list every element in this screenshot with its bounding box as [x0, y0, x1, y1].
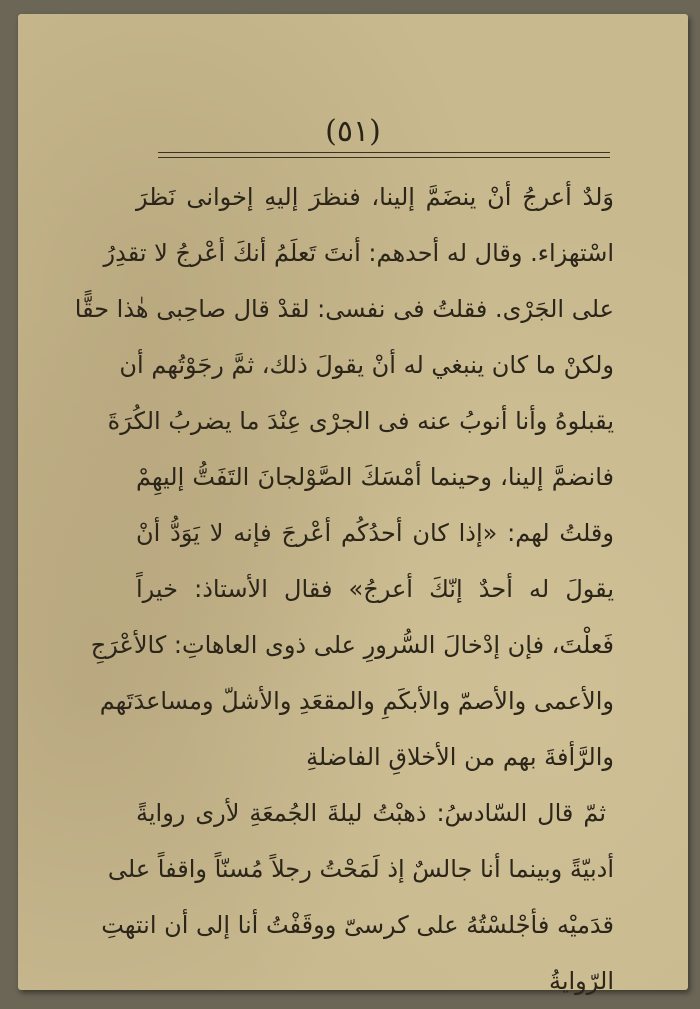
page-body-text	[74, 169, 614, 1009]
book-page	[18, 14, 688, 995]
text-line: ثمّ قال السّادسُ: ذهبْتُ ليلةَ الجُمعَةِ لأرى روايةً	[136, 799, 606, 827]
text-line: اسْتهزاء. وقال له أحدهم: أنتَ تَعلَمُ أنكَ أعْرجُ لا تقدِرُ	[103, 239, 614, 267]
paragraph-end-line: والرَّأفةَ بهم من الأخلاقِ الفاضلةِ	[306, 743, 614, 771]
text-line: والأعمى والأصمّ والأبكَمِ والمقعَدِ والأشلّ ومساعدَتَهم	[99, 687, 614, 715]
text-line: على الجَرْى. فقلتُ فى نفسى: لقدْ قال صاحِبى هٰذا حقًّا	[74, 295, 614, 323]
text-line: ولكنْ ما كان ينبغي له أنْ يقولَ ذلك، ثمَّ رجَوْتُهم أن	[119, 351, 614, 379]
text-line: يقبلوهُ وأنا أنوبُ عنه فى الجرْى عِنْدَ ما يضربُ الكُرَةَ	[107, 407, 614, 435]
page-number: (٥١)	[325, 114, 381, 149]
header-rule-bottom	[158, 157, 610, 158]
text-line: وَلدٌ أعرجُ أنْ ينضَمَّ إلينا، فنظرَ إليهِ إخوانى نَظرَ	[136, 183, 614, 211]
paragraph-end-line: الرّوايةُ	[548, 967, 614, 995]
text-line: فَعلْتَ، فإن إدْخالَ السُّرورِ على ذوى العاهاتِ: كالأعْرَجِ	[90, 631, 614, 659]
text-line: قدَميْه فأجْلسْتُهُ على كرسىّ ووقَفْتُ أنا إلى أن انتهتِ	[101, 911, 614, 939]
text-line: فانضمَّ إلينا، وحينما أمْسَكَ الصَّوْلجانَ التَفَتُّ إليهِمْ	[136, 463, 614, 491]
text-line: أدبيّةً وبينما أنا جالسٌ إذ لَمَحْتُ رجلاً مُسنّاً واقفاً على	[107, 855, 614, 883]
text-line: يقولَ له أحدٌ إنّكَ أعرجُ» فقال الأستاذ: خيراً	[136, 575, 614, 603]
header-rule-top	[158, 152, 610, 153]
text-line: وقلتُ لهم: «إذا كان أحدُكُم أعْرجَ فإنه لا يَوَدُّ أنْ	[136, 519, 614, 547]
